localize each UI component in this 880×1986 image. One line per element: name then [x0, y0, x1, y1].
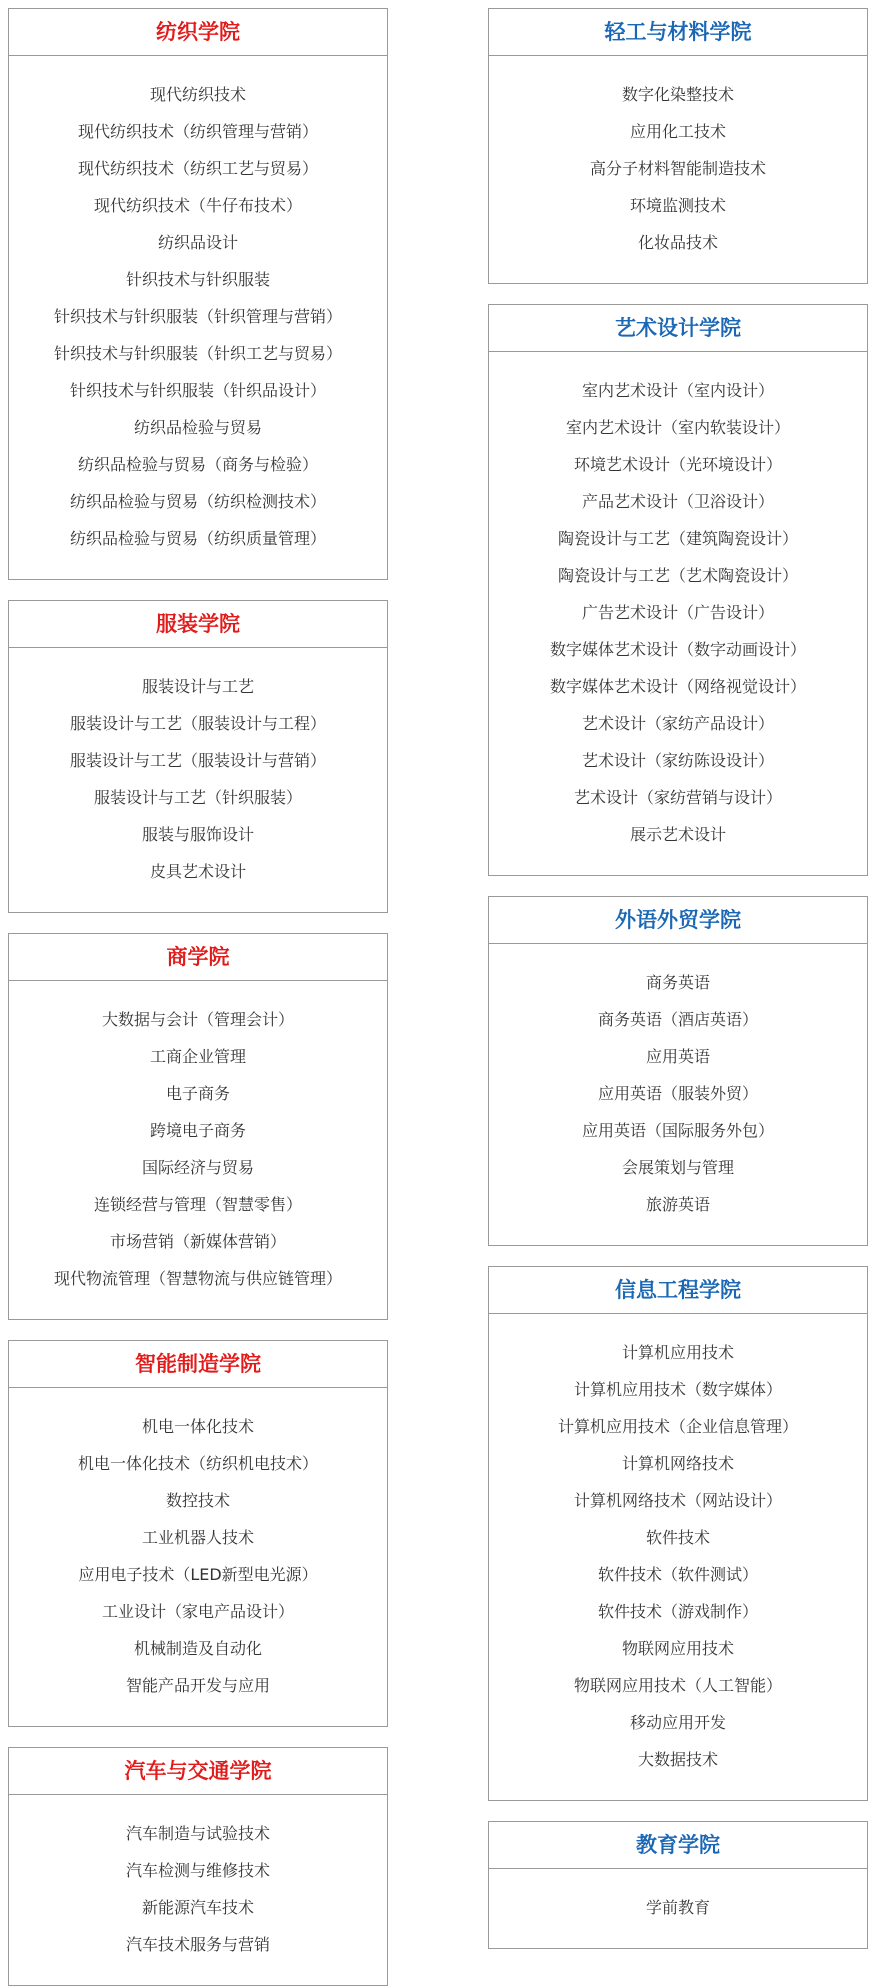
- program-item: 会展策划与管理: [621, 1158, 734, 1177]
- program-item: 学前教育: [645, 1898, 710, 1917]
- program-item: 数字媒体艺术设计（数字动画设计）: [549, 640, 806, 659]
- program-item: 现代纺织技术（纺织管理与营销）: [77, 122, 318, 141]
- program-item: 计算机应用技术（数字媒体）: [573, 1380, 782, 1399]
- college-box: [488, 1821, 868, 1949]
- program-item: 计算机应用技术（企业信息管理）: [557, 1417, 798, 1436]
- program-item: 应用英语（服装外贸）: [597, 1084, 758, 1103]
- program-item: 数字媒体艺术设计（网络视觉设计）: [549, 677, 806, 696]
- program-list: [489, 1314, 867, 1800]
- program-item: 服装设计与工艺: [141, 677, 254, 696]
- program-item: 国际经济与贸易: [141, 1158, 254, 1177]
- program-item: 化妆品技术: [637, 233, 718, 252]
- program-item: 数控技术: [165, 1491, 230, 1510]
- program-item: 艺术设计（家纺产品设计）: [581, 714, 774, 733]
- program-list: [9, 648, 387, 912]
- college-box: [8, 600, 388, 913]
- program-item: 连锁经营与管理（智慧零售）: [93, 1195, 302, 1214]
- program-item: 应用英语: [645, 1047, 710, 1066]
- program-item: 环境监测技术: [629, 196, 726, 215]
- program-item: 商务英语: [645, 973, 710, 992]
- program-list: [9, 981, 387, 1319]
- program-item: 工业设计（家电产品设计）: [101, 1602, 294, 1621]
- program-item: 汽车技术服务与营销: [125, 1935, 270, 1954]
- program-item: 数字化染整技术: [621, 85, 734, 104]
- program-item: 计算机应用技术: [621, 1343, 734, 1362]
- program-item: 汽车检测与维修技术: [125, 1861, 270, 1880]
- program-item: 艺术设计（家纺营销与设计）: [573, 788, 782, 807]
- program-item: 室内艺术设计（室内软装设计）: [565, 418, 790, 437]
- program-item: 针织技术与针织服装（针织品设计）: [69, 381, 326, 400]
- program-item: 皮具艺术设计: [149, 862, 246, 881]
- college-box: [488, 304, 868, 876]
- program-item: 室内艺术设计（室内设计）: [581, 381, 774, 400]
- college-title: 轻工与材料学院: [489, 9, 867, 56]
- college-title: 纺织学院: [9, 9, 387, 56]
- program-item: 纺织品检验与贸易（纺织检测技术）: [69, 492, 326, 511]
- program-item: 针织技术与针织服装（针织工艺与贸易）: [53, 344, 342, 363]
- program-list: [9, 1388, 387, 1726]
- program-item: 移动应用开发: [629, 1713, 726, 1732]
- program-item: 物联网应用技术: [621, 1639, 734, 1658]
- program-item: 商务英语（酒店英语）: [597, 1010, 758, 1029]
- program-item: 机电一体化技术（纺织机电技术）: [77, 1454, 318, 1473]
- program-item: 纺织品检验与贸易: [133, 418, 262, 437]
- program-item: 环境艺术设计（光环境设计）: [573, 455, 782, 474]
- program-item: 应用电子技术（LED新型电光源）: [78, 1565, 318, 1584]
- left-column: [8, 0, 388, 1986]
- program-item: 应用英语（国际服务外包）: [581, 1121, 774, 1140]
- program-item: 服装设计与工艺（服装设计与工程）: [69, 714, 326, 733]
- program-list: [9, 1795, 387, 1985]
- program-item: 物联网应用技术（人工智能）: [573, 1676, 782, 1695]
- program-item: 纺织品检验与贸易（纺织质量管理）: [69, 529, 326, 548]
- program-list: [9, 56, 387, 579]
- program-item: 汽车制造与试验技术: [125, 1824, 270, 1843]
- program-item: 纺织品检验与贸易（商务与检验）: [77, 455, 318, 474]
- program-item: 软件技术: [645, 1528, 710, 1547]
- program-item: 大数据技术: [637, 1750, 718, 1769]
- program-item: 大数据与会计（管理会计）: [101, 1010, 294, 1029]
- program-item: 工业机器人技术: [141, 1528, 254, 1547]
- college-box: [488, 896, 868, 1246]
- program-item: 现代纺织技术（牛仔布技术）: [93, 196, 302, 215]
- program-item: 展示艺术设计: [629, 825, 726, 844]
- program-item: 服装设计与工艺（服装设计与营销）: [69, 751, 326, 770]
- college-title: 外语外贸学院: [489, 897, 867, 944]
- program-item: 服装设计与工艺（针织服装）: [93, 788, 302, 807]
- program-item: 现代纺织技术（纺织工艺与贸易）: [77, 159, 318, 178]
- program-item: 陶瓷设计与工艺（艺术陶瓷设计）: [557, 566, 798, 585]
- program-list: [489, 944, 867, 1245]
- program-item: 服装与服饰设计: [141, 825, 254, 844]
- college-title: 智能制造学院: [9, 1341, 387, 1388]
- program-item: 艺术设计（家纺陈设设计）: [581, 751, 774, 770]
- college-title: 艺术设计学院: [489, 305, 867, 352]
- program-item: 新能源汽车技术: [141, 1898, 254, 1917]
- program-item: 智能产品开发与应用: [125, 1676, 270, 1695]
- program-item: 应用化工技术: [629, 122, 726, 141]
- program-item: 纺织品设计: [157, 233, 238, 252]
- program-item: 现代纺织技术: [149, 85, 246, 104]
- program-item: 针织技术与针织服装（针织管理与营销）: [53, 307, 342, 326]
- program-item: 现代物流管理（智慧物流与供应链管理）: [53, 1269, 342, 1288]
- program-list: [489, 1869, 867, 1948]
- program-item: 旅游英语: [645, 1195, 710, 1214]
- program-item: 工商企业管理: [149, 1047, 246, 1066]
- program-item: 计算机网络技术: [621, 1454, 734, 1473]
- program-item: 针织技术与针织服装: [125, 270, 270, 289]
- college-title: 汽车与交通学院: [9, 1748, 387, 1795]
- program-item: 软件技术（游戏制作）: [597, 1602, 758, 1621]
- college-title: 商学院: [9, 934, 387, 981]
- program-list: [489, 352, 867, 875]
- program-item: 电子商务: [165, 1084, 230, 1103]
- program-item: 软件技术（软件测试）: [597, 1565, 758, 1584]
- program-item: 广告艺术设计（广告设计）: [581, 603, 774, 622]
- program-item: 跨境电子商务: [149, 1121, 246, 1140]
- college-box: [8, 8, 388, 580]
- program-item: 机电一体化技术: [141, 1417, 254, 1436]
- program-item: 高分子材料智能制造技术: [589, 159, 766, 178]
- program-item: 机械制造及自动化: [133, 1639, 262, 1658]
- college-box: [8, 1747, 388, 1986]
- program-item: 市场营销（新媒体营销）: [109, 1232, 286, 1251]
- right-column: [488, 0, 868, 1949]
- program-item: 陶瓷设计与工艺（建筑陶瓷设计）: [557, 529, 798, 548]
- college-box: [488, 1266, 868, 1801]
- college-title: 教育学院: [489, 1822, 867, 1869]
- college-box: [8, 1340, 388, 1727]
- college-title: 服装学院: [9, 601, 387, 648]
- college-title: 信息工程学院: [489, 1267, 867, 1314]
- college-box: [488, 8, 868, 284]
- program-item: 产品艺术设计（卫浴设计）: [581, 492, 774, 511]
- program-list: [489, 56, 867, 283]
- college-box: [8, 933, 388, 1320]
- program-item: 计算机网络技术（网站设计）: [573, 1491, 782, 1510]
